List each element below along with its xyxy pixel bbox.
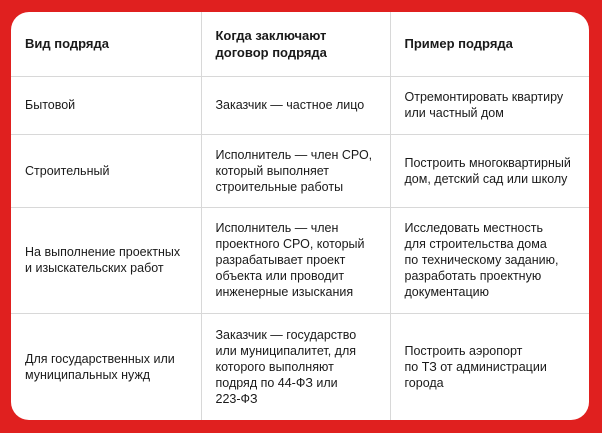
- cell-example: Отремонтировать квартиру или частный дом: [390, 76, 589, 134]
- table-row: [11, 76, 589, 134]
- header-when-concluded: Когда заключают договор подряда: [201, 12, 390, 76]
- cell-contract-type: Для государственных или муниципальных нужд: [11, 313, 201, 420]
- table-row: [11, 313, 589, 420]
- header-example: Пример подряда: [390, 12, 589, 76]
- cell-example: Построить многоквартирный дом, детский сад или школу: [390, 134, 589, 207]
- cell-contract-type: На выполнение проектных и изыскательских работ: [11, 207, 201, 313]
- cell-when-concluded: Исполнитель — член СРО, который выполняет строительные работы: [201, 134, 390, 207]
- contract-types-table-card: [11, 12, 589, 420]
- cell-contract-type: Строительный: [11, 134, 201, 207]
- cell-example: Исследовать местность для строительства дома по техническому заданию, разработать проектную документацию: [390, 207, 589, 313]
- cell-when-concluded: Заказчик — государство или муниципалитет, для которого выполняют подряд по 44-ФЗ или 223-ФЗ: [201, 313, 390, 420]
- table-row: [11, 134, 589, 207]
- cell-example: Построить аэропорт по ТЗ от администрации города: [404, 343, 547, 390]
- cell-when-concluded: Заказчик — частное лицо: [201, 76, 390, 134]
- header-contract-type: Вид подряда: [11, 12, 201, 76]
- table-row: [11, 207, 589, 313]
- contract-types-table: [11, 12, 589, 420]
- cell-when-concluded: Исполнитель — член проектного СРО, который разрабатывает проект объекта или проводит инженерные изыскания: [201, 207, 390, 313]
- cell-contract-type: Бытовой: [11, 76, 201, 134]
- table-header-row: [11, 12, 589, 76]
